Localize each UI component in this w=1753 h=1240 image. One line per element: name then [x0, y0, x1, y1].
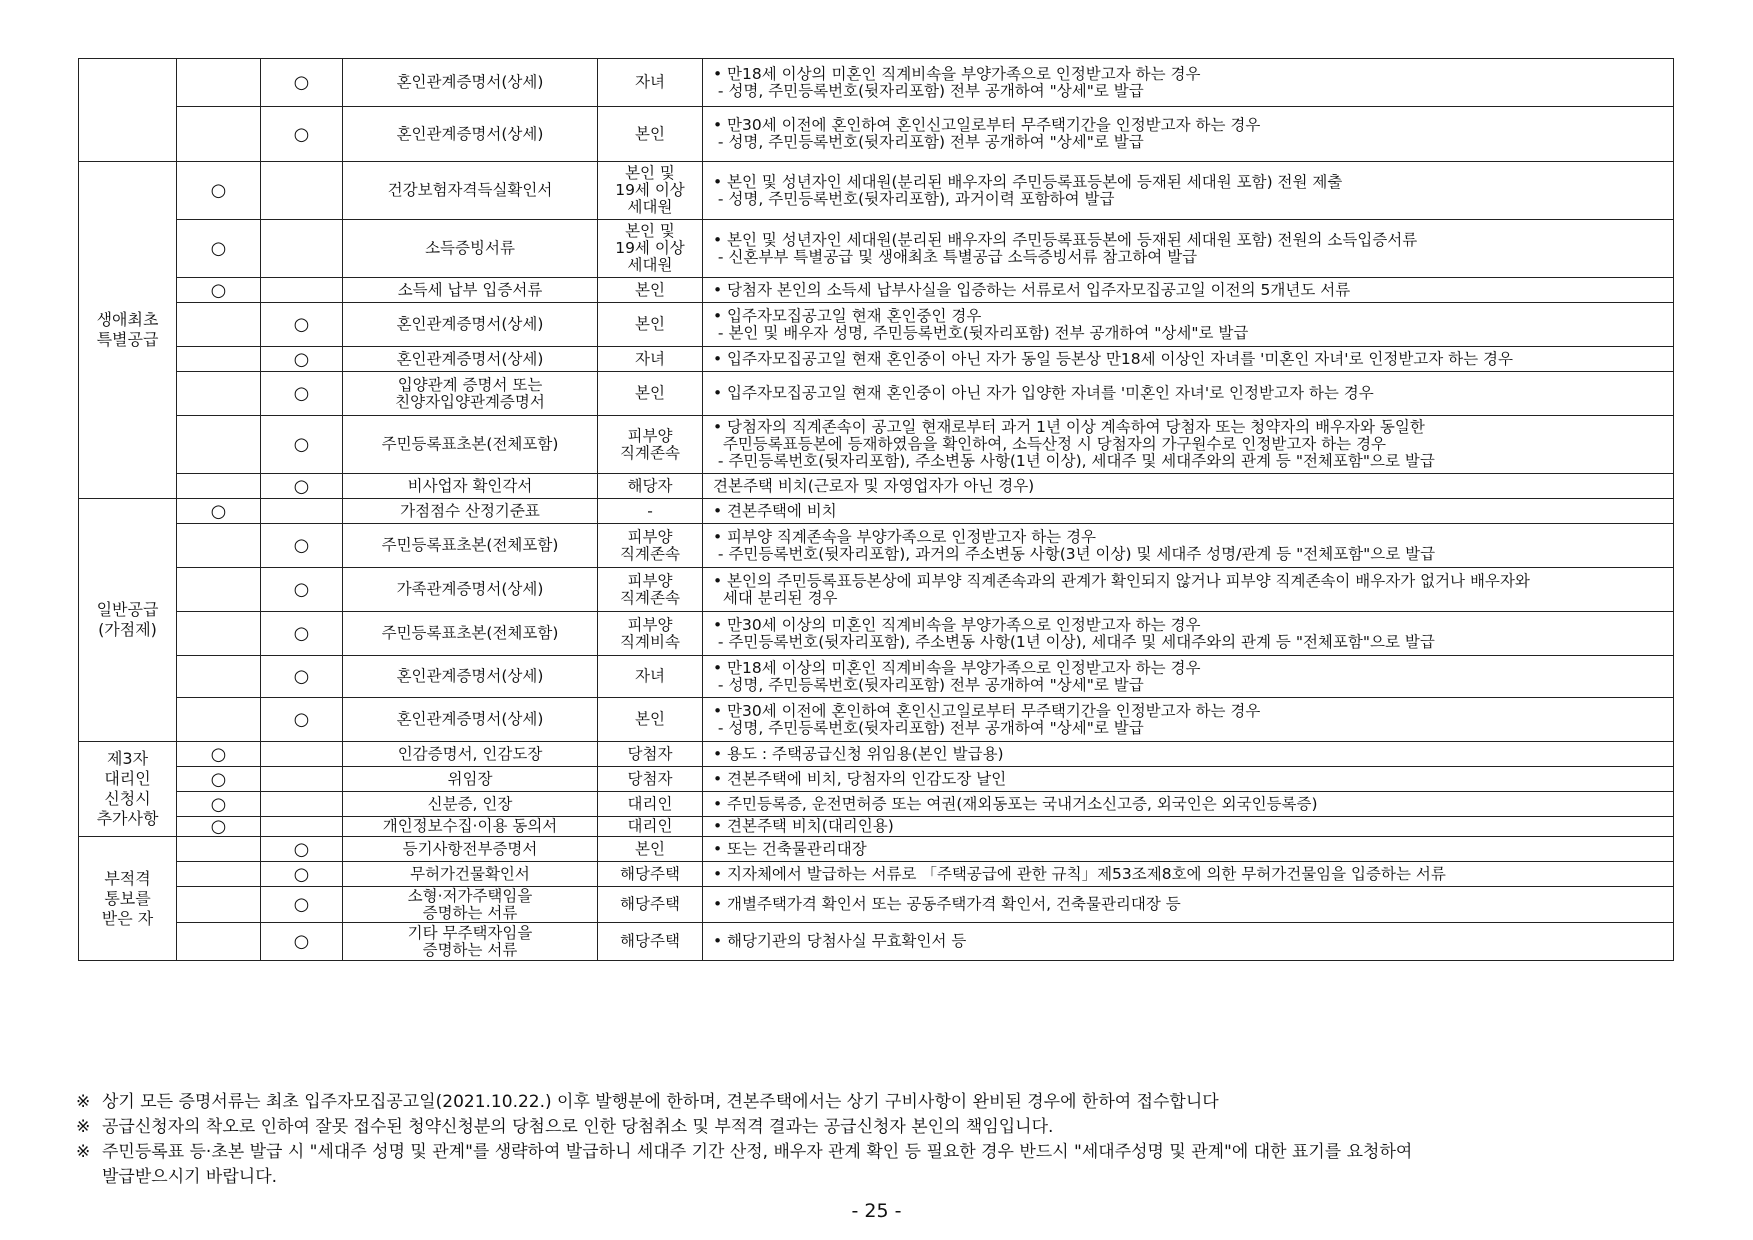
document-name: 무허가건물확인서 [343, 862, 598, 887]
requirement-description [703, 887, 1674, 923]
document-name: 기타 무주택자임을 증명하는 서류 [343, 923, 598, 961]
mark-required-all: ○ [177, 767, 261, 792]
issue-target: 피부양 직계존속 [598, 568, 703, 612]
reference-mark-icon: ※ [76, 1142, 91, 1162]
table-row [79, 923, 1674, 961]
mark-required-applicable: ○ [261, 698, 343, 742]
description-line [713, 436, 1667, 453]
mark-required-applicable: ○ [261, 372, 343, 416]
mark-required-all [177, 474, 261, 499]
description-text: - 주민등록번호(뒷자리포함), 과거의 주소변동 사항(3년 이상) 및 세대주 성명/관계 등 "전체포함"으로 발급 [713, 544, 1436, 563]
description-text: 본인의 주민등록표등본상에 피부양 직계존속과의 관계가 확인되지 않거나 피부양 직계존속이 배우자가 없거나 배우자와 [727, 571, 1530, 590]
mark-required-applicable: ○ [261, 474, 343, 499]
description-text: 당첨자 본인의 소득세 납부사실을 입증하는 서류로서 입주자모집공고일 이전의 5개년도 서류 [727, 280, 1351, 299]
description-text: 만18세 이상의 미혼인 직계비속을 부양가족으로 인정받고자 하는 경우 [727, 64, 1201, 83]
description-text: 만30세 이전에 혼인하여 혼인신고일로부터 무주택기간을 인정받고자 하는 경우 [727, 116, 1261, 134]
mark-required-applicable [261, 278, 343, 303]
bullet-icon: • [713, 817, 723, 835]
mark-required-all [177, 524, 261, 568]
mark-required-applicable [261, 792, 343, 817]
mark-required-all [177, 887, 261, 923]
description-line [713, 419, 1667, 436]
description-line [713, 232, 1667, 249]
description-text: 본인 및 성년자인 세대원(분리된 배우자의 주민등록표등본에 등재된 세대원 포함) 전원의 소득입증서류 [727, 230, 1418, 249]
requirement-description [703, 372, 1674, 416]
table-row [79, 162, 1674, 220]
requirement-description [703, 59, 1674, 107]
document-name: 주민등록표초본(전체포함) [343, 524, 598, 568]
description-text: 개별주택가격 확인서 또는 공동주택가격 확인서, 건축물관리대장 등 [727, 895, 1181, 913]
mark-required-all [177, 303, 261, 347]
description-line [713, 385, 1667, 402]
bullet-icon: • [713, 280, 723, 299]
description-text: 입주자모집공고일 현재 혼인중이 아닌 자가 입양한 자녀를 '미혼인 자녀'로 인정받고자 하는 경우 [727, 384, 1374, 402]
bullet-icon: • [713, 349, 723, 368]
description-text: 피부양 직계존속을 부양가족으로 인정받고자 하는 경우 [727, 527, 1097, 546]
description-line [713, 933, 1667, 950]
description-line [713, 573, 1667, 590]
description-text: - 성명, 주민등록번호(뒷자리포함) 전부 공개하여 "상세"로 발급 [713, 675, 1144, 694]
bullet-icon: • [713, 172, 723, 191]
description-line [713, 503, 1667, 520]
description-text: - 신혼부부 특별공급 및 생애최초 특별공급 소득증빙서류 참고하여 발급 [713, 247, 1198, 266]
table-row [79, 416, 1674, 474]
page-number: - 25 - [851, 1200, 902, 1222]
mark-required-applicable: ○ [261, 347, 343, 372]
description-line [713, 634, 1667, 651]
mark-required-all [177, 59, 261, 107]
description-line [713, 66, 1667, 83]
footnotes [76, 1090, 1676, 1190]
description-text: 해당기관의 당첨사실 무효확인서 등 [727, 932, 967, 950]
document-name: 건강보험자격득실확인서 [343, 162, 598, 220]
document-name: 혼인관계증명서(상세) [343, 698, 598, 742]
mark-required-all: ○ [177, 792, 261, 817]
table-row [79, 278, 1674, 303]
mark-required-all: ○ [177, 278, 261, 303]
mark-required-applicable [261, 767, 343, 792]
document-name: 신분증, 인장 [343, 792, 598, 817]
table-row [79, 792, 1674, 817]
issue-target: 본인 [598, 372, 703, 416]
description-text: - 주민등록번호(뒷자리포함), 주소변동 사항(1년 이상), 세대주 및 세대주와의 관계 등 "전체포함"으로 발급 [713, 632, 1435, 651]
bullet-icon: • [713, 658, 723, 677]
section-label: 생애최초 특별공급 [79, 162, 177, 499]
description-line [713, 866, 1667, 883]
reference-mark-icon: ※ [76, 1117, 91, 1137]
mark-required-applicable: ○ [261, 416, 343, 474]
document-name: 인감증명서, 인감도장 [343, 742, 598, 767]
mark-required-applicable [261, 499, 343, 524]
description-text: 만18세 이상의 미혼인 직계비속을 부양가족으로 인정받고자 하는 경우 [727, 658, 1201, 677]
mark-required-applicable: ○ [261, 862, 343, 887]
required-documents-table [78, 58, 1674, 961]
description-line [713, 117, 1667, 134]
document-name: 혼인관계증명서(상세) [343, 656, 598, 698]
requirement-description [703, 767, 1674, 792]
mark-required-all [177, 656, 261, 698]
document-name: 소득증빙서류 [343, 220, 598, 278]
description-line [713, 617, 1667, 634]
issue-target: 본인 [598, 303, 703, 347]
document-name: 등기사항전부증명서 [343, 837, 598, 862]
mark-required-all: ○ [177, 817, 261, 837]
description-line [713, 325, 1667, 342]
description-line [713, 841, 1667, 858]
section-label: 일반공급 (가점제) [79, 499, 177, 742]
description-text: - 성명, 주민등록번호(뒷자리포함) 전부 공개하여 "상세"로 발급 [713, 81, 1144, 100]
bullet-icon: • [713, 932, 723, 950]
footnote-text: 주민등록표 등·초본 발급 시 "세대주 성명 및 관계"를 생략하여 발급하니 세대주 기간 산정, 배우자 관계 확인 등 필요한 경우 반드시 "세대주성명 및 관계"에 대한 표기를 요청하여 발급받으시기 바랍니다. [102, 1142, 1413, 1187]
bullet-icon: • [713, 230, 723, 249]
bullet-icon: • [713, 527, 723, 546]
description-text: 당첨자의 직계존속이 공고일 현재로부터 과거 1년 이상 계속하여 당첨자 또는 청약자의 배우자와 동일한 [727, 418, 1425, 436]
issue-target: - [598, 499, 703, 524]
description-text: 본인 및 성년자인 세대원(분리된 배우자의 주민등록표등본에 등재된 세대원 포함) 전원 제출 [727, 172, 1343, 191]
mark-required-applicable: ○ [261, 107, 343, 162]
bullet-icon: • [713, 895, 723, 913]
description-line [713, 746, 1667, 763]
issue-target: 당첨자 [598, 742, 703, 767]
document-name: 비사업자 확인각서 [343, 474, 598, 499]
requirement-description [703, 698, 1674, 742]
description-text: 만30세 이전에 혼인하여 혼인신고일로부터 무주택기간을 인정받고자 하는 경우 [727, 701, 1261, 720]
requirement-description [703, 792, 1674, 817]
bullet-icon: • [713, 501, 723, 520]
description-line [713, 677, 1667, 694]
table-row [79, 742, 1674, 767]
bullet-icon: • [713, 571, 723, 590]
mark-required-all [177, 568, 261, 612]
document-name: 혼인관계증명서(상세) [343, 347, 598, 372]
description-line [713, 282, 1667, 299]
mark-required-all [177, 347, 261, 372]
table-row [79, 303, 1674, 347]
table-row [79, 499, 1674, 524]
description-line [713, 83, 1667, 100]
section-label: 제3자 대리인 신청시 추가사항 [79, 742, 177, 837]
requirement-description [703, 162, 1674, 220]
mark-required-applicable [261, 742, 343, 767]
table-row [79, 59, 1674, 107]
table-row [79, 698, 1674, 742]
bullet-icon: • [713, 418, 723, 436]
issue-target: 대리인 [598, 792, 703, 817]
mark-required-all [177, 837, 261, 862]
table-row [79, 887, 1674, 923]
description-text: 세대 분리된 경우 [713, 588, 838, 607]
description-text: - 성명, 주민등록번호(뒷자리포함) 전부 공개하여 "상세"로 발급 [713, 718, 1144, 737]
description-text: 주민등록표등본에 등재하였음을 확인하여, 소득산정 시 당첨자의 가구원수로 인정받고자 하는 경우 [713, 435, 1387, 453]
document-name: 입양관계 증명서 또는 친양자입양관계증명서 [343, 372, 598, 416]
document-name: 가점점수 산정기준표 [343, 499, 598, 524]
description-line [713, 660, 1667, 677]
description-text: - 본인 및 배우자 성명, 주민등록번호(뒷자리포함) 전부 공개하여 "상세"로 발급 [713, 323, 1249, 342]
description-text: 또는 건축물관리대장 [727, 839, 867, 858]
description-text: 입주자모집공고일 현재 혼인중이 아닌 자가 동일 등본상 만18세 이상인 자녀를 '미혼인 자녀'로 인정받고자 하는 경우 [727, 349, 1513, 368]
bullet-icon: • [713, 384, 723, 402]
mark-required-applicable: ○ [261, 656, 343, 698]
description-line [713, 174, 1667, 191]
document-name: 소형·저가주택임을 증명하는 서류 [343, 887, 598, 923]
document-name: 개인정보수집·이용 동의서 [343, 817, 598, 837]
description-text: - 주민등록번호(뒷자리포함), 주소변동 사항(1년 이상), 세대주 및 세대주와의 관계 등 "전체포함"으로 발급 [713, 452, 1435, 470]
issue-target: 당첨자 [598, 767, 703, 792]
mark-required-applicable: ○ [261, 59, 343, 107]
requirement-description [703, 612, 1674, 656]
bullet-icon: • [713, 64, 723, 83]
mark-required-all: ○ [177, 499, 261, 524]
table-row [79, 474, 1674, 499]
reference-mark-icon: ※ [76, 1092, 91, 1112]
description-line [713, 590, 1667, 607]
requirement-description [703, 817, 1674, 837]
issue-target: 자녀 [598, 59, 703, 107]
mark-required-all: ○ [177, 220, 261, 278]
requirement-description [703, 303, 1674, 347]
table-row [79, 372, 1674, 416]
description-text: 견본주택에 비치, 당첨자의 인감도장 날인 [727, 769, 1007, 788]
requirement-description [703, 923, 1674, 961]
mark-required-all [177, 862, 261, 887]
description-line [713, 308, 1667, 325]
description-line [713, 478, 1667, 495]
table-row [79, 656, 1674, 698]
description-text: 견본주택 비치(근로자 및 자영업자가 아닌 경우) [713, 476, 1035, 495]
mark-required-all [177, 612, 261, 656]
bullet-icon: • [713, 615, 723, 634]
mark-required-applicable: ○ [261, 837, 343, 862]
footnote-text: 공급신청자의 착오로 인하여 잘못 접수된 청약신청분의 당첨으로 인한 당첨취소 및 부적격 결과는 공급신청자 본인의 책임입니다. [102, 1117, 1054, 1137]
mark-required-applicable [261, 817, 343, 837]
description-line [713, 351, 1667, 368]
footnote [76, 1140, 1676, 1190]
mark-required-all [177, 698, 261, 742]
issue-target: 본인 [598, 107, 703, 162]
description-text: 견본주택 비치(대리인용) [727, 817, 894, 835]
description-line [713, 703, 1667, 720]
document-name: 혼인관계증명서(상세) [343, 107, 598, 162]
description-line [713, 896, 1667, 913]
description-line [713, 453, 1667, 470]
issue-target: 자녀 [598, 656, 703, 698]
requirement-description [703, 862, 1674, 887]
footnote [76, 1090, 1676, 1115]
bullet-icon: • [713, 794, 723, 813]
issue-target: 해당자 [598, 474, 703, 499]
mark-required-applicable: ○ [261, 612, 343, 656]
section-label: 부적격 통보를 받은 자 [79, 837, 177, 961]
bullet-icon: • [713, 839, 723, 858]
description-text: 주민등록증, 운전면허증 또는 여권(재외동포는 국내거소신고증, 외국인은 외국인등록증) [727, 794, 1318, 813]
section-label [79, 59, 177, 162]
mark-required-applicable: ○ [261, 923, 343, 961]
table-row [79, 612, 1674, 656]
mark-required-applicable: ○ [261, 524, 343, 568]
footnote [76, 1115, 1676, 1140]
document-name: 가족관계증명서(상세) [343, 568, 598, 612]
requirement-description [703, 416, 1674, 474]
issue-target: 해당주택 [598, 862, 703, 887]
table-row [79, 862, 1674, 887]
issue-target: 피부양 직계존속 [598, 416, 703, 474]
document-name: 혼인관계증명서(상세) [343, 303, 598, 347]
requirement-description [703, 347, 1674, 372]
requirement-description [703, 278, 1674, 303]
table-row [79, 524, 1674, 568]
description-line [713, 529, 1667, 546]
issue-target: 해당주택 [598, 887, 703, 923]
description-line [713, 134, 1667, 151]
issue-target: 자녀 [598, 347, 703, 372]
mark-required-applicable: ○ [261, 887, 343, 923]
description-text: 용도 : 주택공급신청 위임용(본인 발급용) [727, 744, 1004, 763]
mark-required-applicable: ○ [261, 303, 343, 347]
description-line [713, 249, 1667, 266]
mark-required-all: ○ [177, 742, 261, 767]
bullet-icon: • [713, 306, 723, 325]
table-row [79, 347, 1674, 372]
description-line [713, 546, 1667, 563]
issue-target: 피부양 직계비속 [598, 612, 703, 656]
requirement-description [703, 568, 1674, 612]
description-line [713, 720, 1667, 737]
description-text: 견본주택에 비치 [727, 501, 837, 520]
issue-target: 본인 [598, 837, 703, 862]
description-line [713, 771, 1667, 788]
mark-required-all [177, 923, 261, 961]
description-text: 입주자모집공고일 현재 혼인중인 경우 [727, 306, 982, 325]
issue-target: 대리인 [598, 817, 703, 837]
issue-target: 본인 및 19세 이상 세대원 [598, 220, 703, 278]
issue-target: 피부양 직계존속 [598, 524, 703, 568]
document-name: 혼인관계증명서(상세) [343, 59, 598, 107]
requirement-description [703, 474, 1674, 499]
document-name: 소득세 납부 입증서류 [343, 278, 598, 303]
table-row [79, 767, 1674, 792]
table-row [79, 817, 1674, 837]
document-name: 주민등록표초본(전체포함) [343, 612, 598, 656]
bullet-icon: • [713, 116, 723, 134]
issue-target: 본인 [598, 278, 703, 303]
description-text: - 성명, 주민등록번호(뒷자리포함), 과거이력 포함하여 발급 [713, 189, 1115, 208]
table-row [79, 568, 1674, 612]
requirement-description [703, 499, 1674, 524]
requirement-description [703, 837, 1674, 862]
mark-required-all [177, 372, 261, 416]
bullet-icon: • [713, 864, 723, 883]
description-line [713, 796, 1667, 813]
description-text: 지자체에서 발급하는 서류로 「주택공급에 관한 규칙」제53조제8호에 의한 무허가건물임을 입증하는 서류 [727, 864, 1446, 883]
mark-required-all [177, 107, 261, 162]
requirement-description [703, 220, 1674, 278]
document-name: 주민등록표초본(전체포함) [343, 416, 598, 474]
mark-required-applicable [261, 220, 343, 278]
table-row [79, 107, 1674, 162]
mark-required-applicable [261, 162, 343, 220]
description-text: 만30세 이상의 미혼인 직계비속을 부양가족으로 인정받고자 하는 경우 [727, 615, 1201, 634]
mark-required-all [177, 416, 261, 474]
description-text: - 성명, 주민등록번호(뒷자리포함) 전부 공개하여 "상세"로 발급 [713, 133, 1144, 151]
mark-required-all: ○ [177, 162, 261, 220]
description-line [713, 818, 1667, 835]
issue-target: 본인 [598, 698, 703, 742]
description-line [713, 191, 1667, 208]
issue-target: 본인 및 19세 이상 세대원 [598, 162, 703, 220]
document-name: 위임장 [343, 767, 598, 792]
table-row [79, 837, 1674, 862]
requirement-description [703, 656, 1674, 698]
requirement-description [703, 742, 1674, 767]
bullet-icon: • [713, 769, 723, 788]
bullet-icon: • [713, 744, 723, 763]
bullet-icon: • [713, 701, 723, 720]
requirement-description [703, 107, 1674, 162]
footnote-text: 상기 모든 증명서류는 최초 입주자모집공고일(2021.10.22.) 이후 발행분에 한하며, 견본주택에서는 상기 구비사항이 완비된 경우에 한하여 접수합니다 [102, 1092, 1219, 1112]
requirement-description [703, 524, 1674, 568]
table-row [79, 220, 1674, 278]
mark-required-applicable: ○ [261, 568, 343, 612]
issue-target: 해당주택 [598, 923, 703, 961]
